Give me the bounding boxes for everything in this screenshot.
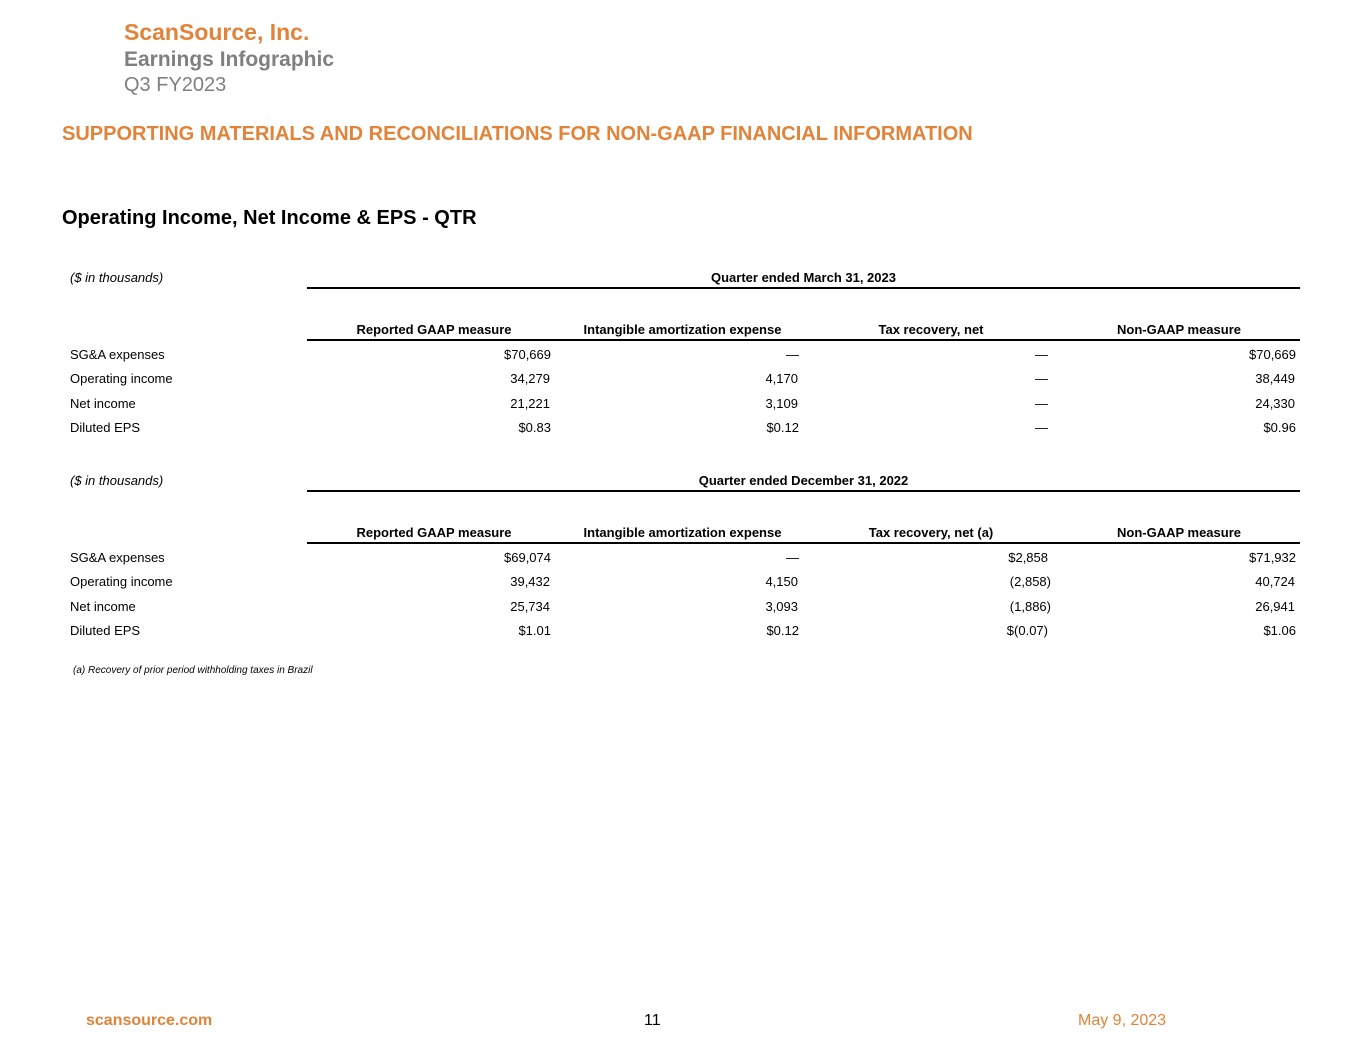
row-label: Net income (70, 599, 136, 614)
row-label: Operating income (70, 574, 173, 589)
section-heading: SUPPORTING MATERIALS AND RECONCILIATIONS FOR NON-GAAP FINANCIAL INFORMATION (62, 123, 973, 145)
column-header: Non-GAAP measure (1116, 322, 1241, 337)
table-cell: (1,886) (1009, 599, 1051, 614)
company-name: ScanSource, Inc. (124, 19, 310, 45)
table-cell: $71,932 (1249, 550, 1296, 565)
column-header: Reported GAAP measure (356, 322, 512, 337)
table-cell: — (786, 550, 799, 565)
table-cell: $(0.07) (1006, 623, 1048, 638)
period-header: Quarter ended March 31, 2023 (711, 270, 896, 285)
table-cell: — (1035, 420, 1048, 435)
table-cell: 38,449 (1255, 371, 1295, 386)
table-title: Operating Income, Net Income & EPS - QTR (62, 207, 477, 229)
table-cell: $1.01 (518, 623, 551, 638)
table-cell: — (786, 347, 799, 362)
table-cell: $0.96 (1263, 420, 1296, 435)
table-cell: 3,109 (765, 396, 798, 411)
column-header-rule (307, 542, 1300, 544)
column-header: Tax recovery, net (878, 322, 984, 337)
period-rule (307, 490, 1300, 492)
table-cell: (2,858) (1009, 574, 1051, 589)
row-label: Net income (70, 396, 136, 411)
column-header: Tax recovery, net (a) (868, 525, 994, 540)
table-cell: 26,941 (1255, 599, 1295, 614)
table-cell: $0.12 (766, 623, 799, 638)
table-cell: 34,279 (510, 371, 550, 386)
footnote: (a) Recovery of prior period withholding taxes in Brazil (73, 665, 313, 676)
row-label: SG&A expenses (70, 347, 165, 362)
table-cell: 3,093 (765, 599, 798, 614)
row-label: SG&A expenses (70, 550, 165, 565)
footer-date: May 9, 2023 (1078, 1012, 1167, 1029)
table-cell: — (1035, 347, 1048, 362)
table-cell: 39,432 (510, 574, 550, 589)
column-header: Intangible amortization expense (583, 322, 782, 337)
table-cell: $2,858 (1008, 550, 1048, 565)
units-label: ($ in thousands) (70, 473, 164, 488)
table-cell: 40,724 (1255, 574, 1295, 589)
report-period: Q3 FY2023 (124, 74, 227, 96)
row-label: Diluted EPS (70, 623, 141, 638)
units-label: ($ in thousands) (70, 270, 164, 285)
table-cell: 25,734 (510, 599, 550, 614)
footer-website-link[interactable]: scansource.com (86, 1012, 213, 1029)
table-cell: $0.12 (766, 420, 799, 435)
table-cell: $69,074 (504, 550, 551, 565)
table-cell: — (1035, 396, 1048, 411)
report-subtitle: Earnings Infographic (124, 48, 335, 71)
column-header: Intangible amortization expense (583, 525, 782, 540)
table-cell: 24,330 (1255, 396, 1295, 411)
table-cell: $70,669 (1249, 347, 1296, 362)
column-header: Non-GAAP measure (1116, 525, 1241, 540)
column-header: Reported GAAP measure (356, 525, 512, 540)
column-header-rule (307, 339, 1300, 341)
page-number: 11 (644, 1012, 661, 1029)
table-cell: 4,150 (765, 574, 798, 589)
table-cell: $1.06 (1263, 623, 1296, 638)
table-cell: — (1035, 371, 1048, 386)
table-cell: $70,669 (504, 347, 551, 362)
period-header: Quarter ended December 31, 2022 (698, 473, 909, 488)
row-label: Diluted EPS (70, 420, 141, 435)
table-cell: 21,221 (510, 396, 550, 411)
table-cell: $0.83 (518, 420, 551, 435)
row-label: Operating income (70, 371, 173, 386)
table-cell: 4,170 (765, 371, 798, 386)
period-rule (307, 287, 1300, 289)
